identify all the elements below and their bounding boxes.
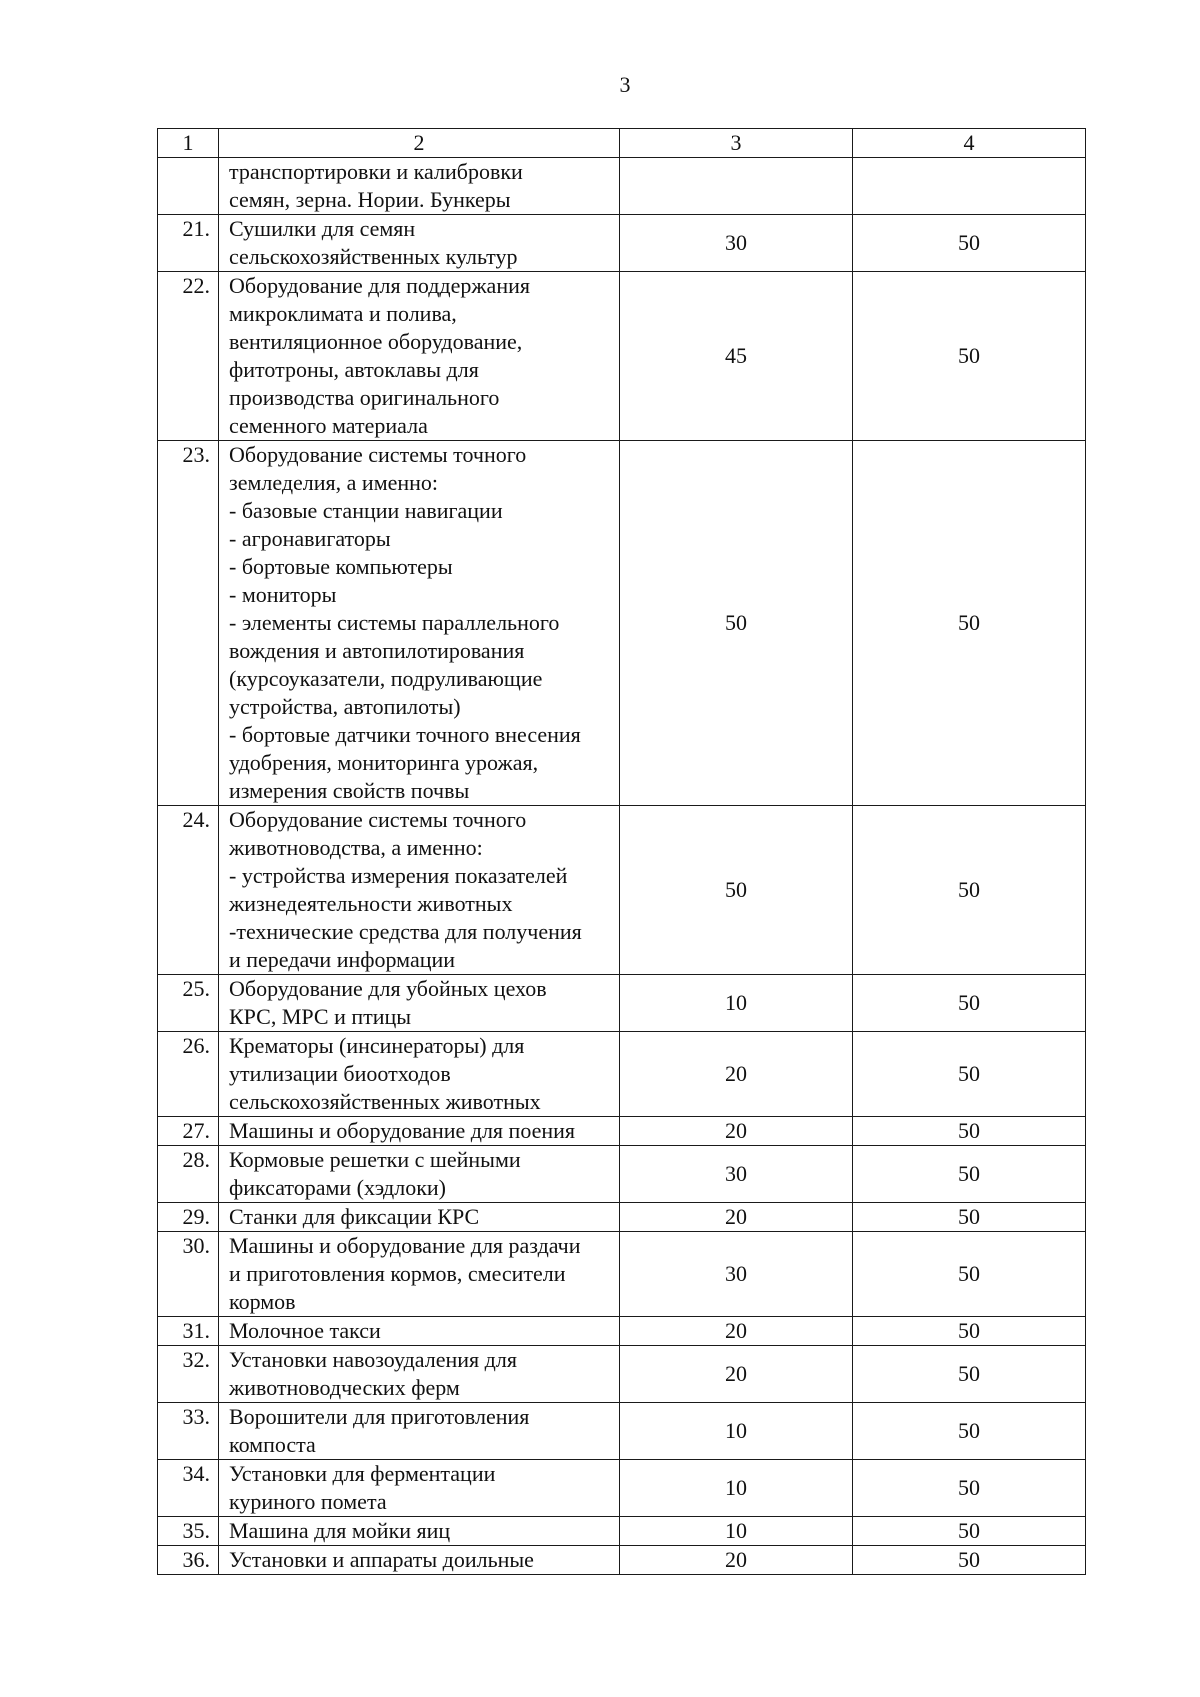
description-line: - агронавигаторы <box>229 526 391 551</box>
description-line: жизнедеятельности животных <box>229 891 513 916</box>
header-col-3: 3 <box>620 129 853 158</box>
row-description <box>219 1403 620 1460</box>
row-description <box>219 975 620 1032</box>
row-col-3: 45 <box>620 272 853 441</box>
row-description <box>219 1346 620 1403</box>
description-line: КРС, МРС и птицы <box>229 1004 412 1029</box>
row-number: 21. <box>158 215 219 272</box>
row-col-4: 50 <box>853 215 1086 272</box>
row-col-4: 50 <box>853 806 1086 975</box>
description-line: Кормовые решетки с шейными <box>229 1147 521 1172</box>
row-col-4: 50 <box>853 1117 1086 1146</box>
table-row <box>158 441 1086 806</box>
row-col-3: 20 <box>620 1203 853 1232</box>
row-description <box>219 1232 620 1317</box>
table-row <box>158 1546 1086 1575</box>
row-number: 33. <box>158 1403 219 1460</box>
row-number: 28. <box>158 1146 219 1203</box>
description-line: компоста <box>229 1432 316 1457</box>
description-line: -технические средства для получения <box>229 919 582 944</box>
description-line: - бортовые компьютеры <box>229 554 453 579</box>
description-line: кормов <box>229 1289 296 1314</box>
continuation-row <box>158 158 1086 215</box>
description-line: - бортовые датчики точного внесения <box>229 722 581 747</box>
description-line: вождения и автопилотирования <box>229 638 525 663</box>
row-col-3: 20 <box>620 1032 853 1117</box>
row-col-4: 50 <box>853 1232 1086 1317</box>
table-row <box>158 1032 1086 1117</box>
description-line: Крематоры (инсинераторы) для <box>229 1033 525 1058</box>
row-col-4: 50 <box>853 1146 1086 1203</box>
header-col-2: 2 <box>219 129 620 158</box>
row-number: 24. <box>158 806 219 975</box>
row-description <box>219 1032 620 1117</box>
row-number: 31. <box>158 1317 219 1346</box>
row-col-3: 10 <box>620 1403 853 1460</box>
description-line: фитотроны, автоклавы для <box>229 357 479 382</box>
row-description <box>219 441 620 806</box>
description-line: - мониторы <box>229 582 337 607</box>
row-col-3: 30 <box>620 1232 853 1317</box>
description-line: Установки навозоудаления для <box>229 1347 517 1372</box>
row-number: 22. <box>158 272 219 441</box>
description-line: куриного помета <box>229 1489 387 1514</box>
description-line: земледелия, а именно: <box>229 470 439 495</box>
table-row <box>158 1117 1086 1146</box>
row-col-4: 50 <box>853 441 1086 806</box>
table-row <box>158 1460 1086 1517</box>
description-line: удобрения, мониторинга урожая, <box>229 750 539 775</box>
description-line: фиксаторами (хэдлоки) <box>229 1175 446 1200</box>
table-row <box>158 1403 1086 1460</box>
table-row <box>158 1203 1086 1232</box>
table-row <box>158 1517 1086 1546</box>
row-col-4: 50 <box>853 1032 1086 1117</box>
description-line: Сушилки для семян <box>229 216 416 241</box>
description-line: Машины и оборудование для поения <box>229 1118 576 1143</box>
row-col-3: 30 <box>620 1146 853 1203</box>
row-number: 32. <box>158 1346 219 1403</box>
row-col-3: 20 <box>620 1117 853 1146</box>
description-line: Станки для фиксации КРС <box>229 1204 480 1229</box>
row-col-4: 50 <box>853 1203 1086 1232</box>
row-description <box>219 1146 620 1203</box>
table-row <box>158 1346 1086 1403</box>
row-col-4: 50 <box>853 1517 1086 1546</box>
description-line: и приготовления кормов, смесители <box>229 1261 566 1286</box>
description-line: - базовые станции навигации <box>229 498 503 523</box>
row-number: 26. <box>158 1032 219 1117</box>
description-line: Оборудование системы точного <box>229 807 527 832</box>
description-line: измерения свойств почвы <box>229 778 470 803</box>
row-description <box>219 1460 620 1517</box>
table-row <box>158 806 1086 975</box>
row-col-4: 50 <box>853 1460 1086 1517</box>
row-col-3: 50 <box>620 806 853 975</box>
description-line: Оборудование для убойных цехов <box>229 976 547 1001</box>
description-line: Машина для мойки яиц <box>229 1518 451 1543</box>
row-number: 34. <box>158 1460 219 1517</box>
description-line: Оборудование для поддержания <box>229 273 530 298</box>
row-col-3: 20 <box>620 1317 853 1346</box>
header-col-1: 1 <box>158 129 219 158</box>
row-col-3: 30 <box>620 215 853 272</box>
description-line: животноводства, а именно: <box>229 835 483 860</box>
row-number <box>158 158 219 215</box>
description-line: Установки и аппараты доильные <box>229 1547 534 1572</box>
row-col-4: 50 <box>853 272 1086 441</box>
description-line: семенного материала <box>229 413 428 438</box>
description-line: Оборудование системы точного <box>229 442 527 467</box>
table-row <box>158 1146 1086 1203</box>
row-description <box>219 1117 620 1146</box>
row-col-4: 50 <box>853 1546 1086 1575</box>
description-line: Машины и оборудование для раздачи <box>229 1233 581 1258</box>
row-number: 27. <box>158 1117 219 1146</box>
row-number: 23. <box>158 441 219 806</box>
row-col-4: 50 <box>853 975 1086 1032</box>
description-line: транспортировки и калибровки <box>229 159 523 184</box>
description-line: производства оригинального <box>229 385 500 410</box>
row-number: 25. <box>158 975 219 1032</box>
row-col-3 <box>620 158 853 215</box>
page-number: 3 <box>619 72 631 97</box>
description-line: Ворошители для приготовления <box>229 1404 530 1429</box>
row-col-3: 10 <box>620 1517 853 1546</box>
description-line: вентиляционное оборудование, <box>229 329 523 354</box>
row-col-3: 20 <box>620 1346 853 1403</box>
description-line: микроклимата и полива, <box>229 301 457 326</box>
description-line: - элементы системы параллельного <box>229 610 560 635</box>
row-description <box>219 1546 620 1575</box>
row-number: 30. <box>158 1232 219 1317</box>
description-line: и передачи информации <box>229 947 456 972</box>
row-description <box>219 806 620 975</box>
table-row <box>158 975 1086 1032</box>
row-col-3: 10 <box>620 975 853 1032</box>
table-header-row <box>158 129 1086 158</box>
description-line: Молочное такси <box>229 1318 381 1343</box>
table-row <box>158 1232 1086 1317</box>
row-col-3: 50 <box>620 441 853 806</box>
description-line: сельскохозяйственных культур <box>229 244 518 269</box>
row-description <box>219 215 620 272</box>
description-line: Установки для ферментации <box>229 1461 496 1486</box>
row-description <box>219 1203 620 1232</box>
description-line: устройства, автопилоты) <box>229 694 461 719</box>
description-line: сельскохозяйственных животных <box>229 1089 541 1114</box>
row-number: 29. <box>158 1203 219 1232</box>
row-col-4: 50 <box>853 1403 1086 1460</box>
row-description <box>219 1517 620 1546</box>
row-description <box>219 158 620 215</box>
row-col-4: 50 <box>853 1317 1086 1346</box>
table-row <box>158 215 1086 272</box>
table-row <box>158 1317 1086 1346</box>
description-line: животноводческих ферм <box>229 1375 460 1400</box>
row-description <box>219 272 620 441</box>
description-line: семян, зерна. Нории. Бункеры <box>229 187 511 212</box>
row-col-4 <box>853 158 1086 215</box>
table-row <box>158 272 1086 441</box>
header-col-4: 4 <box>853 129 1086 158</box>
description-line: - устройства измерения показателей <box>229 863 568 888</box>
row-number: 35. <box>158 1517 219 1546</box>
row-col-4: 50 <box>853 1346 1086 1403</box>
description-line: (курсоуказатели, подруливающие <box>229 666 543 691</box>
equipment-table <box>157 128 1086 1575</box>
row-col-3: 20 <box>620 1546 853 1575</box>
row-description <box>219 1317 620 1346</box>
description-line: утилизации биоотходов <box>229 1061 451 1086</box>
row-col-3: 10 <box>620 1460 853 1517</box>
row-number: 36. <box>158 1546 219 1575</box>
